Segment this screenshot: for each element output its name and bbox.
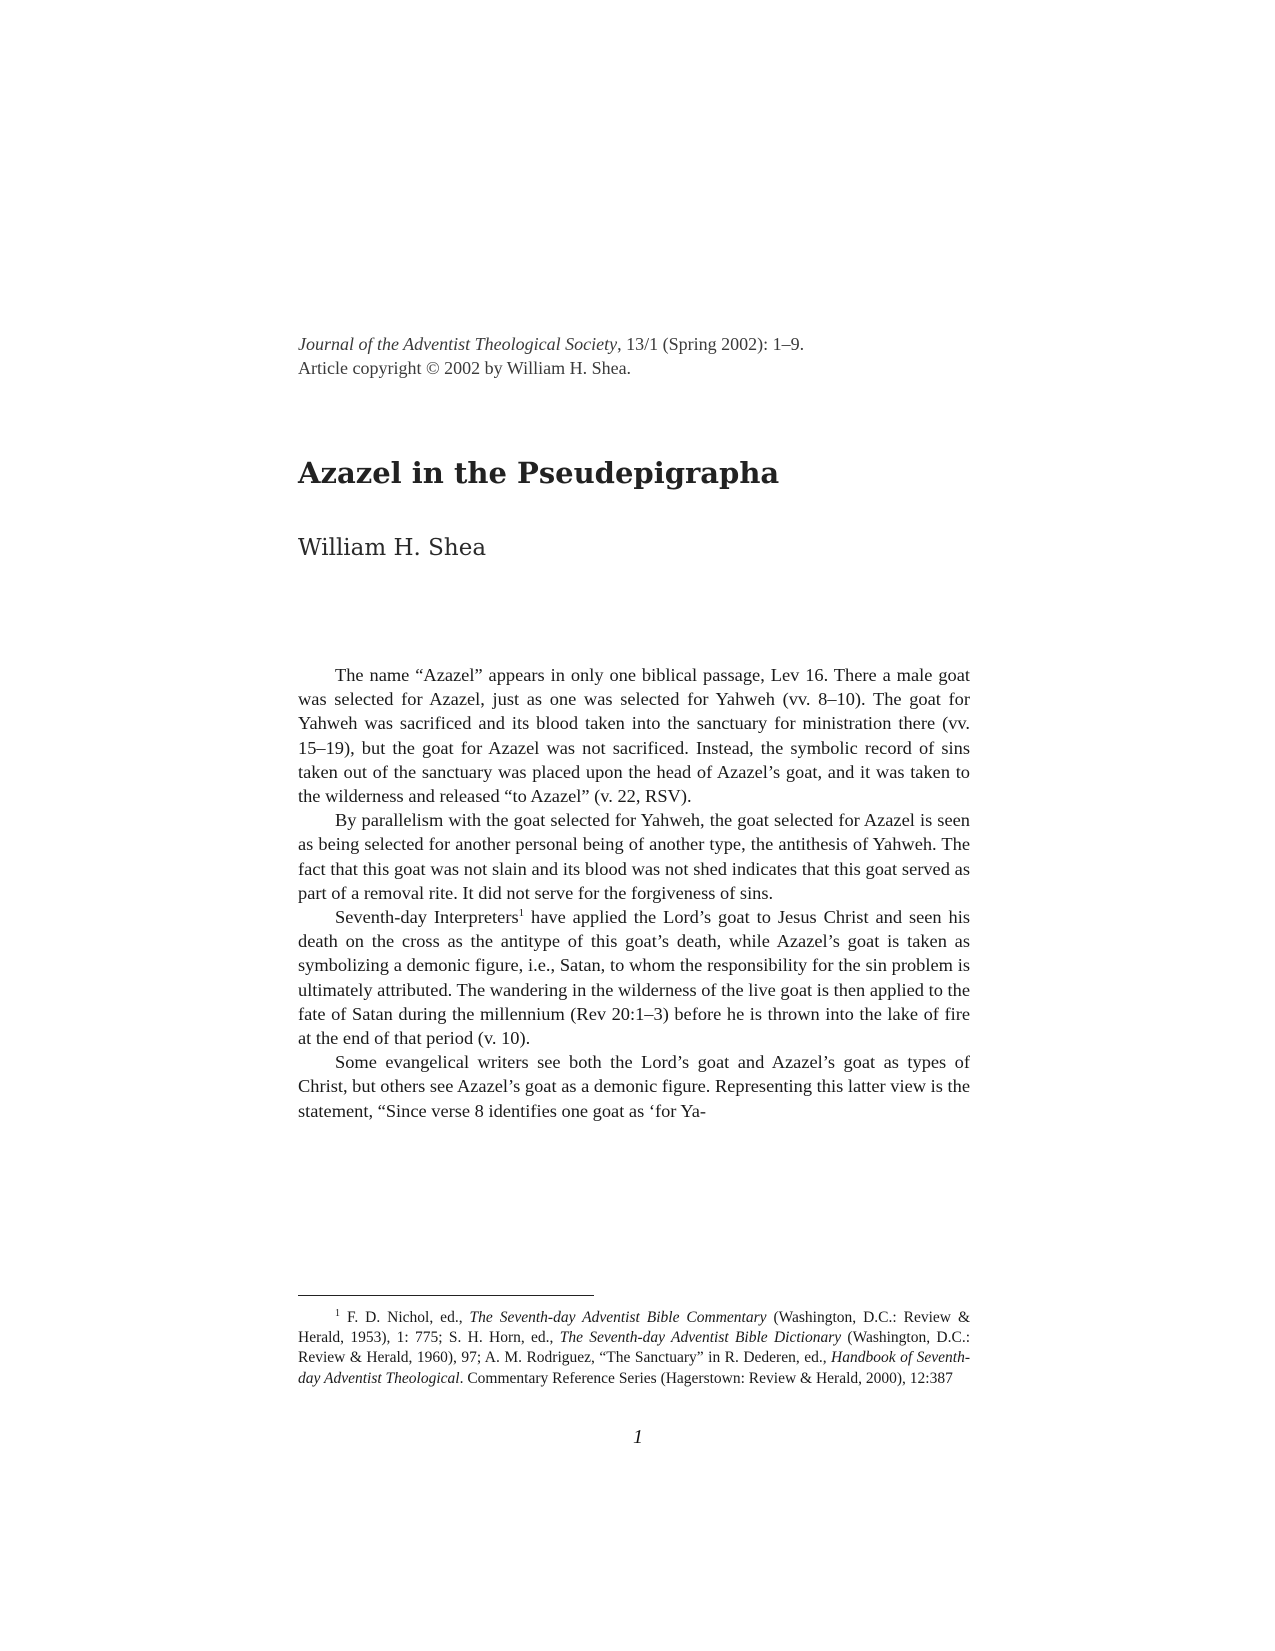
footnote-marker: 1 xyxy=(335,1307,340,1319)
paragraph-3-start: Seventh-day Interpreters xyxy=(335,907,519,928)
footnote-work-1: The Seventh-day Adventist Bible Commentary xyxy=(469,1309,767,1326)
footnote-text-3: (Washington, D.C.: Review & Herald, 1960), 97; A. M. Rodriguez, “The Sanctuary” in R. Dederen, ed., xyxy=(298,1329,970,1367)
journal-line xyxy=(298,332,998,356)
journal-issue: , 13/1 (Spring 2002): 1–9. xyxy=(617,334,805,354)
body-paragraph-2: By parallelism with the goat selected for Yahweh, the goat selected for Azazel is seen as being selected for another personal being of another type, the antithesis of Yahweh. The fact that this goat was not slain and its blood was not shed indicates that this goat served as part of a removal rite. It did not serve for the forgiveness of sins. xyxy=(298,810,970,903)
body-paragraph-4: Some evangelical writers see both the Lord’s goat and Azazel’s goat as types of Christ, but others see Azazel’s goat as a demonic figure. Representing this latter view is the statement, “Since verse 8 identifies one goat as ‘for Ya- xyxy=(298,1052,970,1121)
footnote-text-1: F. D. Nichol, ed., xyxy=(340,1309,470,1326)
footnote-work-2: The Seventh-day Adventist Bible Dictionary xyxy=(559,1329,842,1347)
footnote-work-3: Handbook of Seventh-day Adventist Theological xyxy=(298,1349,970,1387)
footnote-text-2: (Washington, D.C.: Review & Herald, 1953), 1: 775; S. H. Horn, ed., xyxy=(298,1309,971,1347)
copyright-line: Article copyright © 2002 by William H. Shea. xyxy=(298,358,632,378)
article-title: Azazel in the Pseudepigrapha xyxy=(298,456,780,490)
body-paragraph-1: The name “Azazel” appears in only one biblical passage, Lev 16. There a male goat was selected for Azazel, just as one was selected for Yahweh (vv. 8–10). The goat for Yahweh was sacrificed and its blood taken into the sanctuary for ministration there (vv. 15–19), but the goat for Azazel was not sacrificed. Instead, the symbolic record of sins taken out of the sanctuary was placed upon the head of Azazel’s goat, and it was taken to the wilderness and released “to Azazel” (v. 22, RSV). xyxy=(298,665,970,807)
body-paragraph-3 xyxy=(298,905,970,1050)
footnote-divider xyxy=(298,1295,594,1296)
journal-name: Journal of the Adventist Theological Society xyxy=(298,334,618,354)
page-number: 1 xyxy=(633,1426,643,1448)
article-body xyxy=(298,663,970,1123)
article-author: William H. Shea xyxy=(298,535,487,561)
footnote-text-4: . Commentary Reference Series (Hagerstown: Review & Herald, 2000), 12:387 xyxy=(459,1369,953,1387)
footnote-1 xyxy=(298,1308,970,1389)
footnote-reference[interactable]: 1 xyxy=(518,906,525,919)
paragraph-3-rest: have applied the Lord’s goat to Jesus Christ and seen his death on the cross as the antitype of this goat’s death, while Azazel’s goat is taken as symbolizing a demonic figure, i.e., Satan, to whom the responsibility for the sin problem is ultimately attributed. The wandering in the wilderness of the live goat is then applied to the fate of Satan during the millennium (Rev 20:1–3) before he is thrown into the lake of fire at the end of that period (v. 10). xyxy=(298,907,971,1049)
journal-citation xyxy=(298,332,998,380)
